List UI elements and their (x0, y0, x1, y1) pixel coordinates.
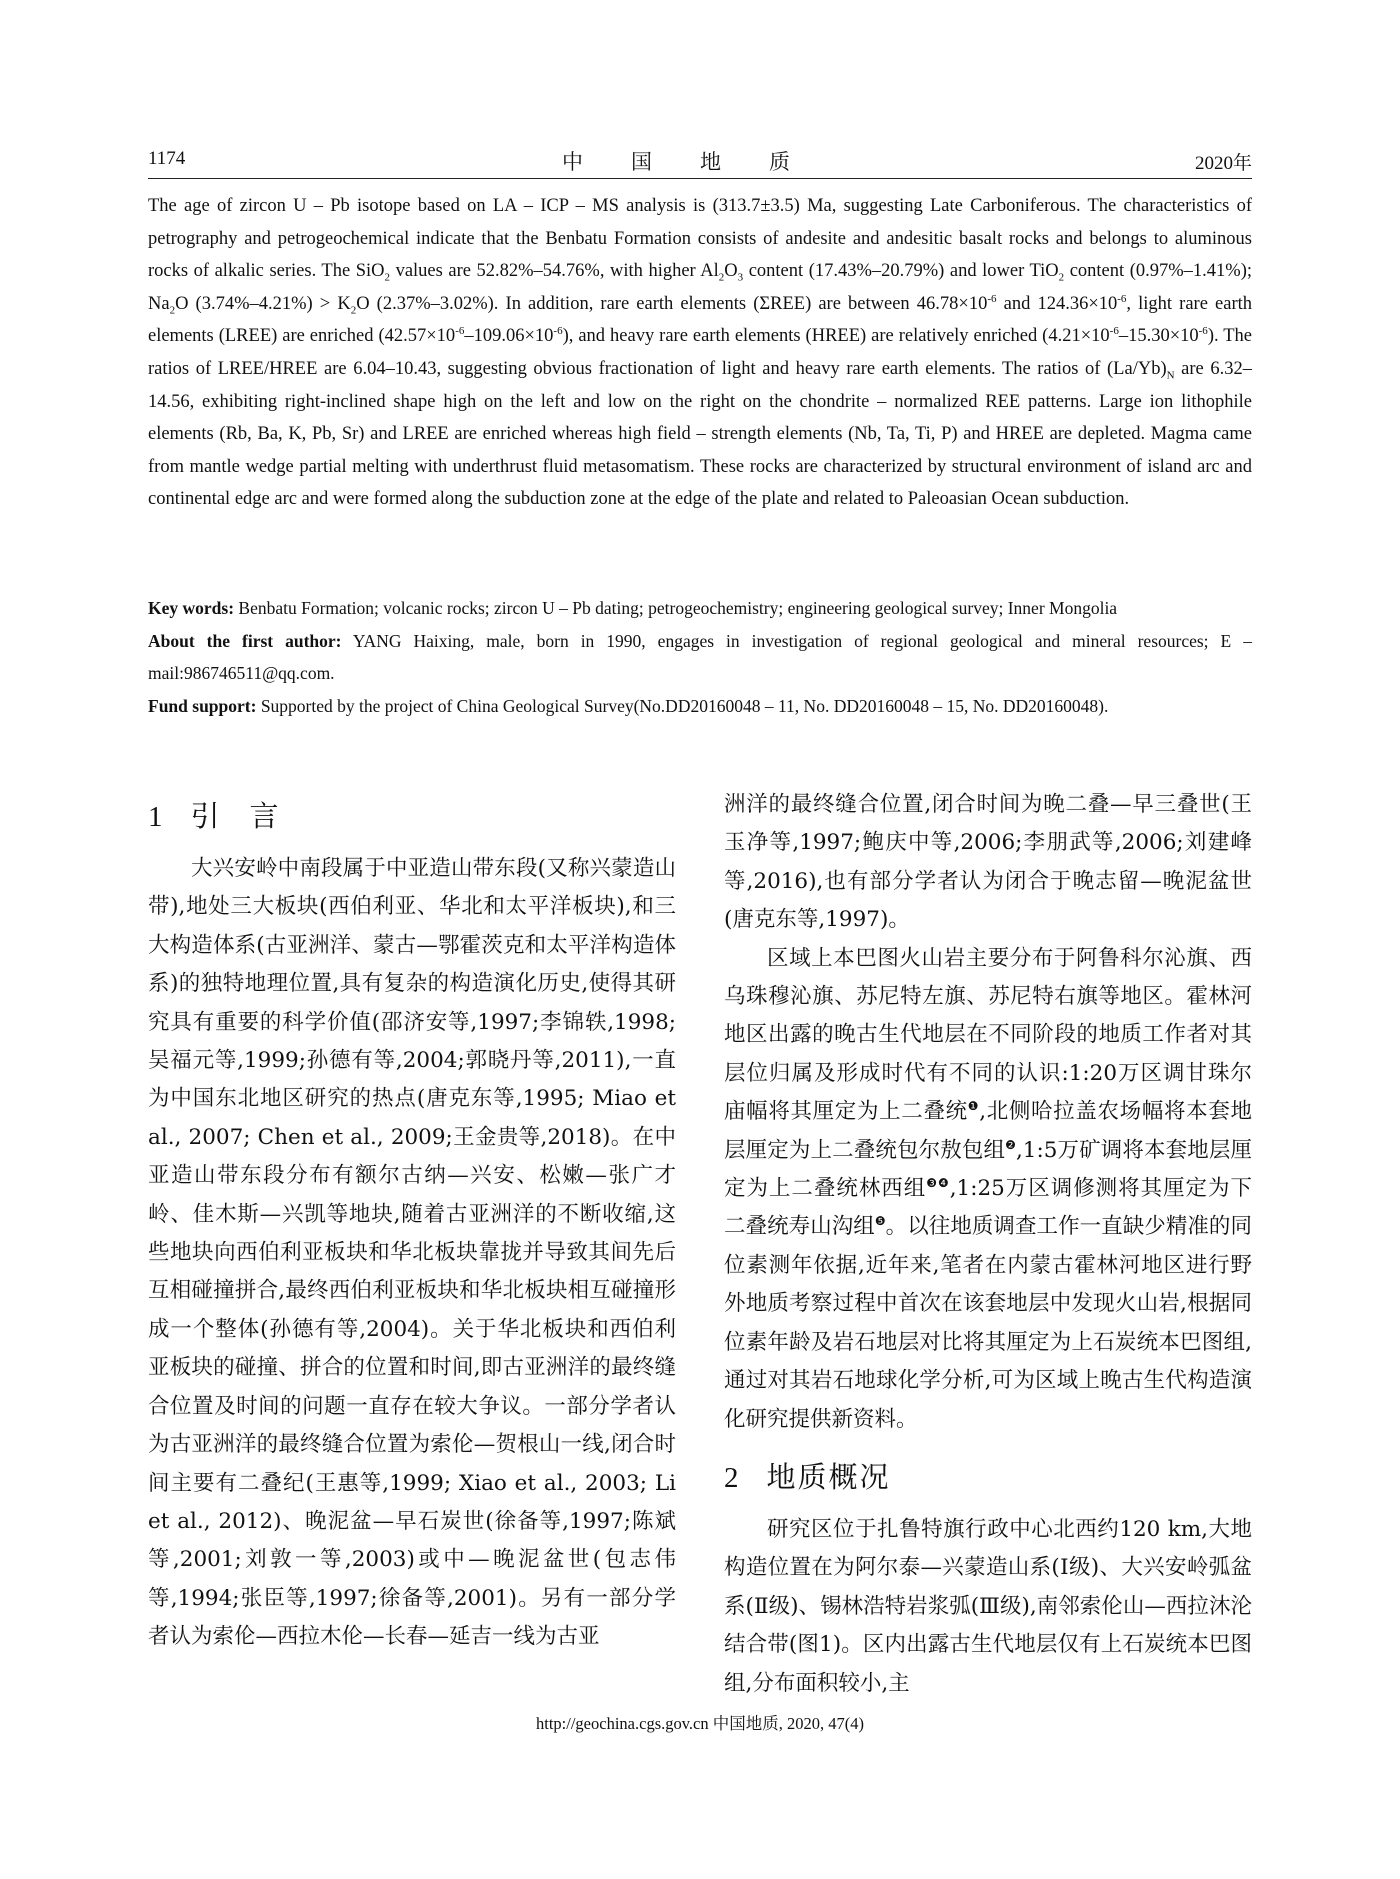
first-author: About the first author: YANG Haixing, male, born in 1990, engages in investigation of regional geological and mineral resources; E – mail:986746511@qq.com. (148, 630, 1252, 683)
keywords: Key words: Benbatu Formation; volcanic rocks; zircon U – Pb dating; petrogeochemistry; engineering geological survey; Inner Mongolia (148, 598, 1118, 618)
footnote-marker: ❷ (1005, 1137, 1016, 1152)
page-number: 1174 (148, 148, 186, 169)
fund-support: Fund support: Supported by the project of China Geological Survey(No.DD20160048 – 11, No. DD20160048 – 15, No. DD20160048). (148, 695, 1109, 716)
issue-year: 2020年 (1194, 153, 1252, 174)
body-paragraph: 研究区位于扎鲁特旗行政中心北西约120 km,大地构造位置在为阿尔泰—兴蒙造山系(Ⅰ级)、大兴安岭弧盆系(Ⅱ级)、锡林浩特岩浆弧(Ⅲ级),南邻索伦山—西拉沐沦结合带(图1)。区内出露古生代地层仅有上石炭统本巴图组,分布面积较小,主 (724, 1516, 1252, 1696)
section-1-heading: 1 引言 (148, 799, 309, 833)
page-footer: http://geochina.cgs.gov.cn 中国地质, 2020, 47(4) (536, 1714, 864, 1733)
left-column (148, 786, 676, 1657)
body-paragraph: 区域上本巴图火山岩主要分布于阿鲁科尔沁旗、西乌珠穆沁旗、苏尼特左旗、苏尼特右旗等地区。霍林河地区出露的晚古生代地层在不同阶段的地质工作者对其层位归属及形成时代有不同的认识:1:20万区调甘珠尔庙幅将其厘定为上二叠统$^❶$,北侧哈拉盖农场幅将本套地层厘定为上二叠统包尔敖包组$^❷$,1:5万矿调将本套地层厘定为上二叠统林西组$^{❸❹}$,1:25万区调修测将其厘定为下二叠统寿山沟组$^❺$。以往地质调查工作一直缺少精准的同位素测年依据,近年来,笔者在内蒙古霍林河地区进行野外地质考察过程中首次在该套地层中发现火山岩,根据同位素年龄及岩石地层对比将其厘定为上石炭统本巴图组,通过对其岩石地球化学分析,可为区域上晚古生代构造演化研究提供新资料。 (724, 945, 1252, 1432)
footnote-marker: ❶ (967, 1099, 980, 1114)
footnote-marker: ❸❹ (926, 1175, 950, 1190)
footnote-marker: ❺ (874, 1214, 886, 1229)
english-abstract (148, 190, 1252, 516)
body-paragraph: 大兴安岭中南段属于中亚造山带东段(又称兴蒙造山带),地处三大板块(西伯利亚、华北和太平洋板块),和三大构造体系(古亚洲洋、蒙古—鄂霍茨克和太平洋构造体系)的独特地理位置,具有复杂的构造演化历史,使得其研究具有重要的科学价值(邵济安等,1997;李锦轶,1998;吴福元等,1999;孙德有等,2004;郭晓丹等,2011),一直为中国东北地区研究的热点(唐克东等,1995; Miao et al., 2007; Chen et al., 2009;王金贵等,2018)。在中亚造山带东段分布有额尔古纳—兴安、松嫩—张广才岭、佳木斯—兴凯等地块,随着古亚洲洋的不断收缩,这些地块向西伯利亚板块和华北板块靠拢并导致其间先后互相碰撞拼合,最终西伯利亚板块和华北板块相互碰撞形成一个整体(孙德有等,2004)。关于华北板块和西伯利亚板块的碰撞、拼合的位置和时间,即古亚洲洋的最终缝合位置及时间的问题一直存在较大争议。一部分学者认为古亚洲洋的最终缝合位置为索伦—贺根山一线,闭合时间主要有二叠纪(王惠等,1999; Xiao et al., 2003; Li et al., 2012)、晚泥盆—早石炭世(徐备等,1997;陈斌等,2001;刘敦一等,2003)或中—晚泥盆世(包志伟等,1994;张臣等,1997;徐备等,2001)。另有一部分学者认为索伦—西拉木伦—长春—延吉一线为古亚 (148, 856, 676, 1650)
journal-title: 中国地质 (562, 150, 838, 174)
right-column (724, 786, 1252, 1703)
section-2-heading: 2 地质概况 (724, 1459, 891, 1494)
body-paragraph-continued: 洲洋的最终缝合位置,闭合时间为晚二叠—早三叠世(王玉净等,1997;鲍庆中等,2006;李朋武等,2006;刘建峰等,2016),也有部分学者认为闭合于晚志留—晚泥盆世(唐克东等,1997)。 (724, 792, 1252, 933)
running-head (148, 144, 1252, 179)
article-metadata (148, 592, 1252, 722)
abstract-paragraph: The age of zircon U – Pb isotope based on LA – ICP – MS analysis is (313.7±3.5) Ma, suggesting Late Carboniferous. The characteristics of petrography and petrogeochemical indicate that the Benbatu Formation consists of andesite and andesitic basalt rocks and belongs to aluminous rocks of alkalic series. The SiO$_2$ values are 52.82%–54.76%, with higher $Al_2O_3$ content (17.43%–20.79%) and lower TiO$_2$ content (0.97%–1.41%); $Na_2O$ $(3.74\%-4.21\%) > K_2O$ (2.37%–3.02%). In addition, rare earth elements (ΣREE) are between $46.78\times 10^{-6}$ and $124.36\times 10^{-6}$, light rare earth elements (LREE) are enriched $(42.57\times 10^{-6}-109.06\times 10^{-6})$, and heavy rare earth elements (HREE) are relatively enriched $(4.21\times 10^{-6}-15.30\times 10^{-6})$. The ratios of LREE/HREE are 6.04–10.43, suggesting obvious fractionation of light and heavy rare earth elements. The ratios of $(La/Yb)_N$ are 6.32–14.56, exhibiting right-inclined shape high on the left and low on the right on the chondrite – normalized REE patterns. Large ion lithophile elements (Rb, Ba, K, Pb, Sr) and LREE are enriched whereas high field – strength elements (Nb, Ta, Ti, P) and HREE are depleted. Magma came from mantle wedge partial melting with underthrust fluid metasomatism. These rocks are characterized by structural environment of island arc and continental edge arc and were formed along the subduction zone at the edge of the plate and related to Paleoasian Ocean subduction. (148, 196, 1253, 510)
